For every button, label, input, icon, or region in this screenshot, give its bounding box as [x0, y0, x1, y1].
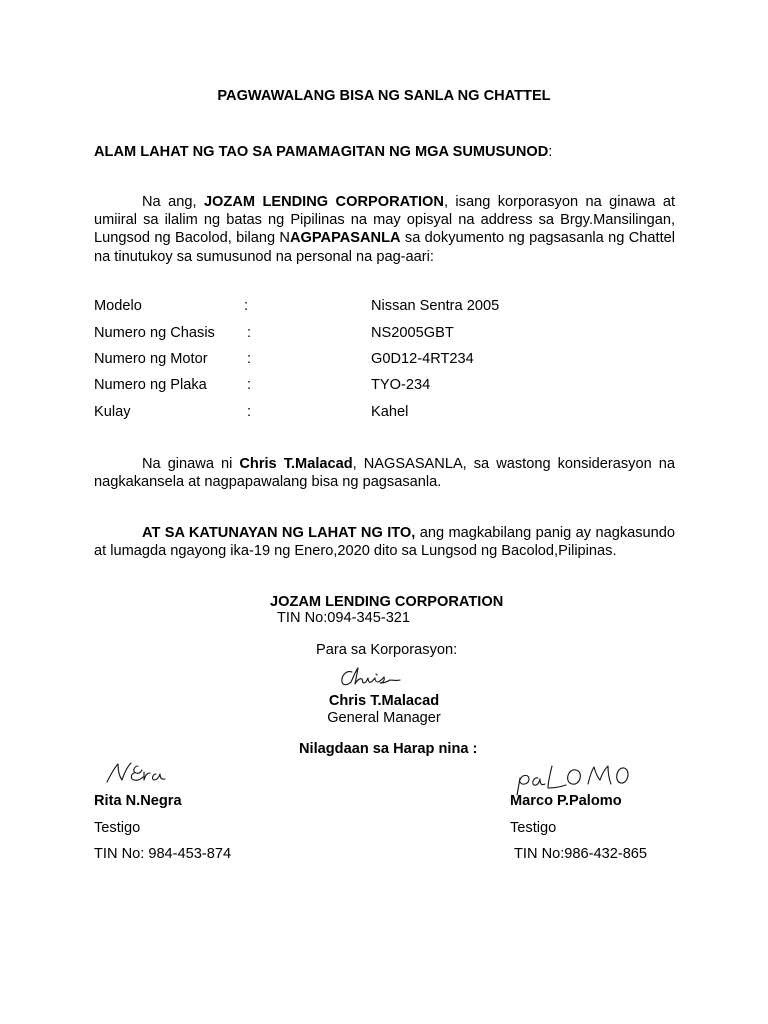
intro-text-3: sa dokyumento ng pagsasanla ng Chattel na tinutukoy sa sumusunod na personal na pag-aari: — [94, 230, 675, 265]
para-sa-korporasyon: Para sa Korporasyon: — [316, 642, 458, 658]
corporation-tin: TIN No:094-345-321 — [277, 610, 411, 626]
signature-witness-2 — [514, 762, 634, 796]
document-heading — [94, 143, 552, 161]
detail-row-model — [94, 297, 675, 317]
heading-colon: : — [548, 144, 553, 160]
detail-row-plate — [94, 376, 675, 396]
witness-1-name: Rita N.Negra — [94, 793, 182, 809]
detail-colon: : — [247, 404, 252, 420]
detail-colon: : — [247, 325, 252, 341]
detail-value: NS2005GBT — [371, 325, 454, 341]
witness-2-role: Testigo — [510, 820, 557, 836]
mortgagor-name: Chris T.Malacad — [239, 456, 353, 472]
detail-row-chassis — [94, 324, 675, 344]
signatory-title: General Manager — [327, 710, 441, 726]
witness-2-tin: TIN No:986-432-865 — [514, 846, 648, 862]
consideration-text-2: , NAGSASANLA, sa wastong konsiderasyon na nagkakansela at nagpapawalang bisa ng pagsasanla. — [94, 456, 675, 491]
detail-row-motor — [94, 350, 675, 370]
detail-row-color — [94, 403, 675, 423]
mortgagor-role: AGPAPASANLA — [289, 230, 401, 247]
detail-value: Nissan Sentra 2005 — [371, 298, 500, 314]
corporation-name: JOZAM LENDING CORPORATION — [270, 594, 504, 610]
signature-witness-1 — [104, 758, 176, 788]
detail-value: Kahel — [371, 404, 409, 420]
detail-colon: : — [244, 298, 249, 314]
detail-colon: : — [247, 377, 252, 393]
attestation-text: ang magkabilang panig ay nagkasundo at lumagda ngayong ika-19 ng Enero,2020 dito sa Lungsod ng Bacolod,Pilipinas. — [94, 525, 675, 560]
witness-1-role: Testigo — [94, 820, 141, 836]
witness-2-name: Marco P.Palomo — [510, 793, 622, 809]
intro-text-2: , isang korporasyon na ginawa at umiiral sa ilalim ng batas ng Pipilinas na may opisyal na address sa Brgy.Mansilingan, Lungsod ng Bacolod, bilang N — [94, 194, 676, 247]
detail-label: Modelo — [94, 298, 142, 314]
document-title: PAGWAWALANG BISA NG SANLA NG CHATTEL — [217, 88, 551, 104]
heading-text: ALAM LAHAT NG TAO SA PAMAMAGITAN NG MGA SUMUSUNOD — [94, 144, 549, 160]
detail-label: Numero ng Chasis — [94, 325, 215, 341]
witness-1-tin: TIN No: 984-453-874 — [94, 846, 232, 862]
detail-label: Numero ng Plaka — [94, 377, 207, 393]
detail-label: Kulay — [94, 404, 131, 420]
detail-value: G0D12-4RT234 — [371, 351, 474, 367]
attestation-paragraph — [94, 524, 675, 560]
signature-chris — [338, 664, 408, 692]
signatory-name: Chris T.Malacad — [328, 693, 440, 709]
detail-value: TYO-234 — [371, 377, 431, 393]
intro-text-1: Na ang, — [142, 194, 204, 210]
witness-heading: Nilagdaan sa Harap nina : — [299, 741, 478, 757]
intro-paragraph — [94, 193, 675, 266]
attestation-bold: AT SA KATUNAYAN NG LAHAT NG ITO, — [142, 525, 416, 541]
detail-label: Numero ng Motor — [94, 351, 208, 367]
consideration-paragraph — [94, 455, 675, 491]
consideration-text-1: Na ginawa ni — [142, 456, 240, 472]
detail-colon: : — [247, 351, 252, 367]
company-name: JOZAM LENDING CORPORATION — [203, 194, 444, 210]
